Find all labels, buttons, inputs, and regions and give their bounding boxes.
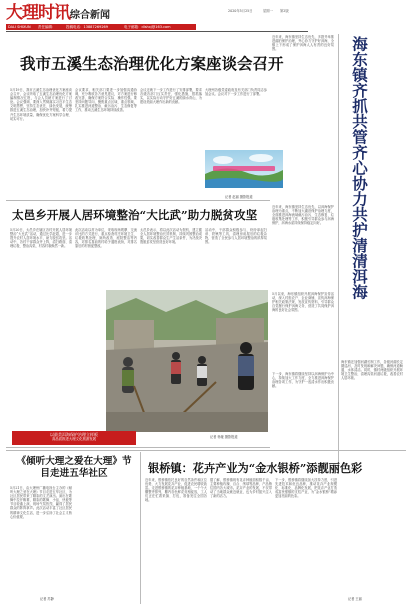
article1-headline: 我市五溪生态治理优化方案座谈会召开 (20, 54, 284, 73)
article1-body-col4: 大理州各级党委政府及有关部门负责同志参加会议。会议对下一步工作进行了部署。 (205, 88, 267, 97)
bottom-column-rule (140, 452, 141, 604)
right-vertical-headline: 海东镇齐抓共管齐心协力共护清清洱海 (350, 36, 369, 300)
issue-weekday: 星期一 (263, 9, 273, 13)
bottom-section-rule (6, 450, 406, 451)
article1-body-col1: 5月19日，我市五溪生态治理优化方案座谈会召开，会议听取了五溪生态治理优化方案编制情况汇报，与会人员就方案进行了讨论。会议强调，要深入贯彻落实习近平生态文明思想，坚持生态优先、绿色发展，统筹推进五溪生态治理，加快补齐短板，着力提升生态环境质量，确保优化方案科学合理、切实可行。 (10, 88, 72, 121)
article2-body-col1: 5月20日，太邑乡在辖区各村开展人居环境整治“大比武”活动，通过比学赶超，进一步提升农村人居环境水平，助力脱贫攻坚。活动中，各村干部群众齐上阵，清扫路面、清理垃圾、整治沟渠，村容村貌焕然一新。 (10, 228, 72, 249)
article1-byline: 记者 赵丽 摄影报道 (225, 195, 253, 199)
issue-date: 2020年5月25日 (228, 9, 253, 13)
article1-body-col5: 近年来，海东镇坚持生态优先，多措并举推进湖泊保护治理，齐心协力守护好洱海，全镇上下形成了保护洱海人人有责的良好氛围。 (272, 35, 334, 52)
article4-body-col2: 据了解，银桥镇现有花卉种植面积数千亩，主要种植玫瑰、百合、绣球等品种，产品销往国内各大城市。花卉产业的发展，不仅带动了当地群众就近就业，也为乡村振兴注入了新的活力。 (210, 478, 272, 499)
article4-body-col1: 近年来，银桥镇依托良好的自然条件和区位优势，大力发展花卉产业，促进农民增收致富。走进银桥镇的花卉种植基地，一个个大棚整齐排列，棚内各色鲜花竞相绽放，工人们正在忙着采摘、打包，准备发往全国各地。 (145, 478, 207, 503)
promo-line2: 高品质推进大理文化旅游发展 (51, 437, 97, 441)
article4-headline: 银桥镇：花卉产业为“金水银桥”添靓丽色彩 (148, 461, 363, 475)
article3-byline: 记者 苏静 (40, 597, 54, 601)
masthead-email: 电子邮箱：dlshxj@163.com (124, 25, 171, 29)
article1-body-col3: 会议还就下一步工作进行了安排部署，要求各级各部门压实责任，强化措施，狠抓落实，以实际行动守护好五溪的绿水青山，为建设美丽大理作出新的贡献。 (140, 88, 202, 105)
article2-headline: 太邑乡开展人居环境整治“大比武”助力脱贫攻坚 (12, 208, 258, 222)
article1-divider (6, 200, 270, 201)
right-body-d: 下一步，海东镇将继续坚持以洱海保护为中心，持续加大工作力度，全力推进洱海保护治理各项工作，为守护一泓清水作出积极贡献。 (272, 372, 334, 389)
issue-edition: 第2版 (280, 9, 289, 13)
village-cleanup-photo (106, 290, 268, 432)
right-body-b: 5月以来，海东镇组织开展洱海保护宣传活动，深入村组农户、企业商铺，宣传洱海保护相关政策法规，发放宣传资料，引导群众自觉履行保护洱海义务，营造了共同保护洱海的良好社会氛围。 (272, 292, 334, 313)
article4-byline: 记者 王丽 (348, 597, 362, 601)
promo-line1: 以最美洱海保护治理立样板 (50, 431, 98, 437)
masthead-info-bar (6, 24, 196, 30)
masthead-editor: 责任编辑： (38, 25, 56, 29)
masthead-logo-en: DALI SHIXUN (8, 25, 31, 29)
article4-body-col4 (340, 478, 402, 594)
right-body-a: 近年来，海东镇坚持生态优先，以洱海保护治理为重点，不断加大湖泊保护治理力度，全面推进洱海流域截污治污、生态修复、垃圾收集处理等工作，积极引导群众参与洱海保护，洱海水质持续保持稳定向好。 (272, 205, 334, 226)
promo-banner (12, 431, 136, 445)
masthead-rule (6, 31, 308, 32)
article3-body-cont (75, 486, 137, 592)
article2-divider (6, 447, 270, 448)
section-title: 综合新闻 (70, 10, 110, 21)
masthead-logo: 大理时讯 (6, 3, 70, 23)
article4-body-col3: 下一步，银桥镇将继续加大扶持力度，引进先进技术和优良品种，推动花卉产业规模化、标准化、品牌化发展，把花卉产业打造成富民强镇的支柱产业，为“金水银桥”增添更加亮丽的色彩。 (275, 478, 337, 499)
masthead-phone: 投稿电话：13887269269 (66, 25, 108, 29)
article1-body-col2: 会议要求，相关部门要进一步加强沟通协调，充分吸收各方意见建议，对方案进行修改完善，确保方案符合实际、操作性强。要坚持问题导向，聚焦重点区域、重点领域，扎实推进河道整治、截污治污、生态修复等工作，推动五溪生态环境持续改善。 (75, 88, 137, 113)
article2-body-col4: 活动中，干部群众积极参与，纷纷拿起扫帚、铁锹等工具，清理房前屋后的垃圾杂物，营造了全民参与人居环境整治的浓厚氛围。 (205, 228, 267, 245)
article2-body-col2: 此次活动以村为单位，采取现场观摩、交流评比的方式进行，重点检查村庄环境卫生、垃圾收集处理、厕所改造、庭院整洁等内容，对排名靠前的村给予通报表扬，对排名靠后的村督促整改。 (75, 228, 137, 249)
right-column-rule (338, 34, 339, 474)
article3-headline: 《倾听大理之爱在大理》节目走进五华社区 (16, 456, 132, 479)
right-body-c: 海东镇还加强河湖长制工作，各级河湖长定期巡河，及时发现和解决问题，确保河道畅通、水体清洁。同时，镇村两级组织开展环境卫生整治，清理沟渠河道垃圾，改善农村人居环境。 (341, 360, 403, 381)
article2-byline: 记者 杨娅 摄影报道 (210, 435, 238, 439)
article3-body: 5月21日，由大理州广播电视台主办的《倾听大理之爱在大理》节目走进五华社区，为社区居民带来了精彩的文艺演出。演出在歌舞中拉开帷幕，精彩的歌舞、小品、快板等节目轮番上演，现场气氛热烈，赢得了居民群众的阵阵掌声。此次活动丰富了社区居民的精神文化生活，进一步弘扬了社会主义核心价值观。 (10, 486, 72, 519)
article2-body-col3: 太邑乡表示，将以此次活动为契机，建立健全人居环境整治长效机制，持续巩固整治成果，切实改善群众生产生活条件，为决战决胜脱贫攻坚营造良好环境。 (140, 228, 202, 245)
